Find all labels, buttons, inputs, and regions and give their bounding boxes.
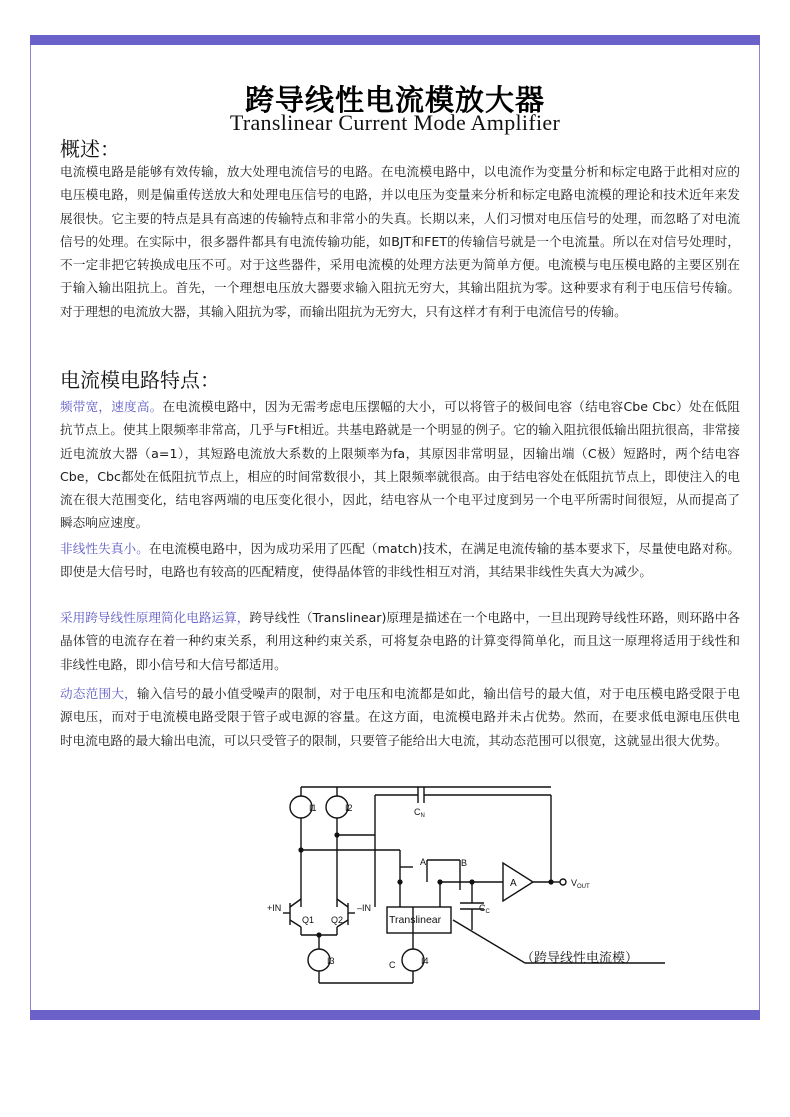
feature-distortion — [60, 537, 740, 584]
circuit-diagram — [255, 775, 675, 1000]
feature-lead: 采用跨导线性原理简化电路运算， — [60, 610, 250, 625]
translinear-block-label: Translinear — [389, 914, 442, 926]
label-q1: Q1 — [302, 915, 315, 925]
top-accent-bar — [30, 35, 760, 45]
label-node-c: C — [389, 960, 396, 970]
feature-lead: 频带宽，速度高。 — [60, 399, 163, 414]
overview-paragraph: 电流模电路是能够有效传输，放大处理电流信号的电路。在电流模电路中，以电流作为变量分析和标定电路于此相对应的电压模电路，则是偏重传送放大和处理电压信号的电路，并以电压为变量来分析和标定电路电流模的理论和技术近年来发展很快。它主要的特点是具有高速的传输特点和非常小的失真。长期以来，人们习惯对电压信号的处理，而忽略了对电流信号的处理。在实际中，很多器件都具有电流传输功能，如BJT和FET的传输信号就是一个电流量。所以在对信号处理时，不一定非把它转换成电压不可。对于这些器件，采用电流模的处理方法更为简单方便。电流模与电压模电路的主要区别在于输入输出阻抗上。首先，一个理想电压放大器要求输入阻抗无穷大，其输出阻抗为零。这种要求有利于电压信号传输。对于理想的电流放大器，其输入阻抗为零，而输出阻抗为无穷大，只有这样才有利于电流信号的传输。 — [60, 164, 740, 319]
label-in-plus: +IN — [267, 903, 282, 913]
feature-translinear — [60, 606, 740, 676]
feature-text: 输入信号的最小值受噪声的限制，对于电压和电流都是如此，输出信号的最大值，对于电压模电路受限于电源电压，而对于电流模电路受限于管子或电源的容量。在这方面，电流模电路并未占优势。然而，在要求低电源电压供电时电流电路的最大输出电流，可以只受管子的限制，只要管子能给出大电流，其动态范围可以很宽，这就显出很大优势。 — [60, 686, 741, 748]
feature-text: 在电流模电路中，因为无需考虑电压摆幅的大小，可以将管子的极间电容（结电容Cbe Cbc）处在低阻抗节点上。使其上限频率非常高，几乎与Ft相近。共基电路就是一个明显的例子。它的输入阻抗很低输出阻抗很高，非常接近电流放大器（a=1），其短路电流放大系数的上限频率为fa，其原因非常明显，因输出端（C极）短路时，两个结电容Cbe，Cbc都处在低阻抗节点上，相应的时间常数很小，其上限频率就很高。由于结电容处在低阻抗节点上，即使注入的电流在很大范围变化，结电容两端的电压变化很小，因此，结电容从一个电平过度到另一个电平所需时间很短，从而提高了瞬态响应速度。 — [60, 399, 740, 531]
label-i3: I3 — [327, 956, 335, 966]
overview-heading: 概述： — [60, 137, 120, 161]
features-heading: 电流模电路特点： — [60, 368, 220, 392]
feature-lead: 动态范围大， — [60, 686, 138, 701]
label-i4: I4 — [421, 956, 429, 966]
page-subtitle: Translinear Current Mode Amplifier — [229, 110, 561, 135]
feature-dynamic-range — [60, 682, 740, 752]
label-amplifier: A — [510, 878, 517, 889]
feature-lead: 非线性失真小。 — [60, 541, 149, 556]
label-node-b: B — [461, 858, 468, 868]
bottom-accent-bar — [30, 1010, 760, 1020]
feature-bandwidth — [60, 395, 740, 535]
label-i2: I2 — [345, 803, 353, 813]
page-title: 跨导线性电流模放大器 — [244, 83, 545, 117]
feature-text: 在电流模电路中，因为成功采用了匹配（match)技术，在满足电流传输的基本要求下，尽量使电路对称。即使是大信号时，电路也有较高的匹配精度，使得晶体管的非线性相互对消，其结果非线性失真大为减少。 — [60, 541, 740, 580]
label-cc: $C_C$ — [479, 903, 490, 915]
label-cn: $C_N$ — [414, 807, 425, 819]
label-q2: Q2 — [331, 915, 344, 925]
label-i1: I1 — [309, 803, 317, 813]
feature-text: 跨导线性（Translinear)原理是描述在一个电路中，一旦出现跨导线性环路，则环路中各晶体管的电流存在着一种约束关系，利用这种约束关系，可将复杂电路的计算变得简单化，而且这一原理将适用于线性和非线性电路，即小信号和大信号都适用。 — [60, 610, 740, 672]
label-vout: $V_{OUT}$ — [571, 878, 590, 890]
callout-label: （跨导线性电流模） — [521, 950, 639, 965]
label-in-minus: –IN — [357, 903, 372, 913]
label-node-a: A — [420, 857, 427, 867]
